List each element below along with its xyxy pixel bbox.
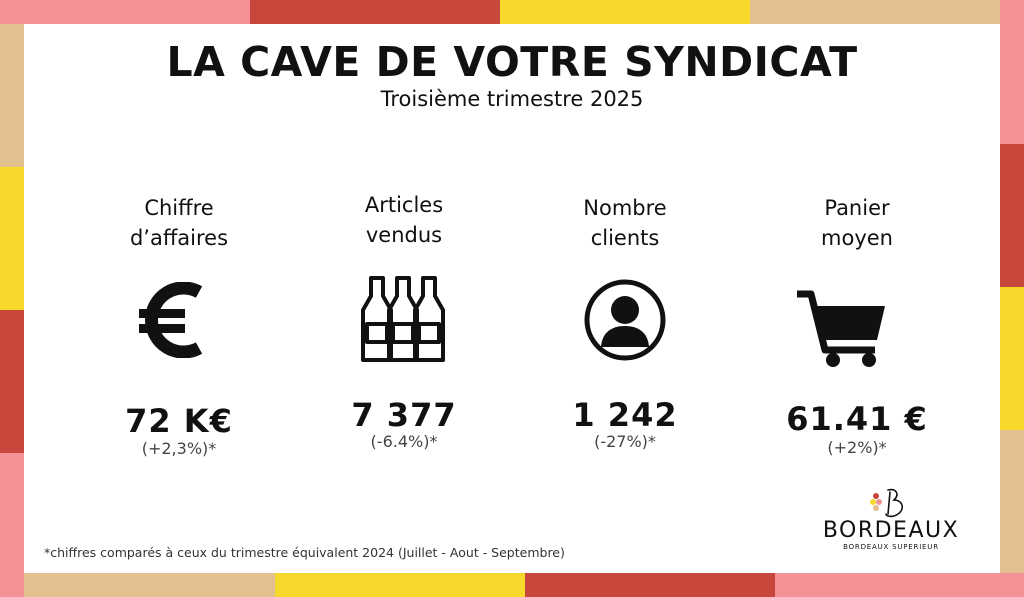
bordeaux-logo bbox=[800, 488, 982, 550]
metric-label bbox=[525, 193, 725, 253]
metric-label-line1: Panier bbox=[824, 196, 890, 220]
frame-left-yellow bbox=[0, 167, 24, 310]
frame-left-red bbox=[0, 310, 24, 453]
frame-top-corner bbox=[1000, 0, 1024, 24]
frame-left-pink bbox=[0, 453, 24, 573]
frame-top-yellow bbox=[500, 0, 750, 24]
metric-label-line2: d’affaires bbox=[129, 226, 229, 250]
metric-label-line1: Chiffre bbox=[144, 196, 214, 220]
frame-bottom-red bbox=[525, 573, 775, 597]
shopping-cart-icon bbox=[795, 288, 889, 368]
metric-revenue bbox=[79, 190, 279, 470]
metric-label-line1: Articles bbox=[364, 193, 444, 217]
metric-value: 1 242 bbox=[572, 396, 678, 434]
frame-bottom-pink bbox=[775, 573, 1024, 597]
metric-label-line1: Nombre bbox=[583, 196, 667, 220]
frame-bottom-pink-left bbox=[0, 573, 24, 597]
metric-change: (-27%)* bbox=[594, 432, 656, 451]
metric-label bbox=[757, 193, 957, 253]
metric-average-basket bbox=[757, 190, 957, 470]
page-subtitle: Troisième trimestre 2025 bbox=[380, 87, 644, 111]
metric-value: 72 K€ bbox=[125, 402, 233, 440]
metric-label bbox=[304, 190, 504, 250]
metric-value: 61.41 € bbox=[786, 400, 928, 438]
user-icon bbox=[582, 277, 668, 363]
metric-customers bbox=[525, 190, 725, 470]
metric-change: (+2%)* bbox=[827, 438, 887, 457]
wine-bottles-icon bbox=[361, 274, 453, 364]
metric-items-sold bbox=[304, 190, 504, 470]
metric-label bbox=[79, 193, 279, 253]
frame-top-tan bbox=[750, 0, 1000, 24]
metric-value: 7 377 bbox=[351, 396, 457, 434]
frame-top-red bbox=[250, 0, 500, 24]
frame-bottom-tan bbox=[24, 573, 275, 597]
page-title: LA CAVE DE VOTRE SYNDICAT bbox=[166, 38, 858, 86]
logo-wordmark: BORDEAUX bbox=[822, 518, 960, 543]
frame-bottom-yellow bbox=[275, 573, 525, 597]
metric-label-line2: moyen bbox=[821, 226, 893, 250]
frame-top-pink bbox=[0, 0, 250, 24]
footnote: *chiffres comparés à ceux du trimestre équivalent 2024 (Juillet - Aout - Septembre) bbox=[44, 545, 565, 560]
euro-icon bbox=[139, 282, 209, 358]
metric-change: (-6.4%)* bbox=[370, 432, 438, 451]
frame-right-tan bbox=[1000, 430, 1024, 573]
metric-label-line2: vendus bbox=[365, 223, 443, 247]
bordeaux-logo-icon bbox=[866, 488, 916, 518]
logo-subtext: BORDEAUX SUPERIEUR bbox=[843, 543, 939, 551]
frame-right-yellow bbox=[1000, 287, 1024, 430]
metric-change: (+2,3%)* bbox=[141, 439, 217, 458]
frame-right-red bbox=[1000, 144, 1024, 287]
metric-label-line2: clients bbox=[590, 226, 660, 250]
